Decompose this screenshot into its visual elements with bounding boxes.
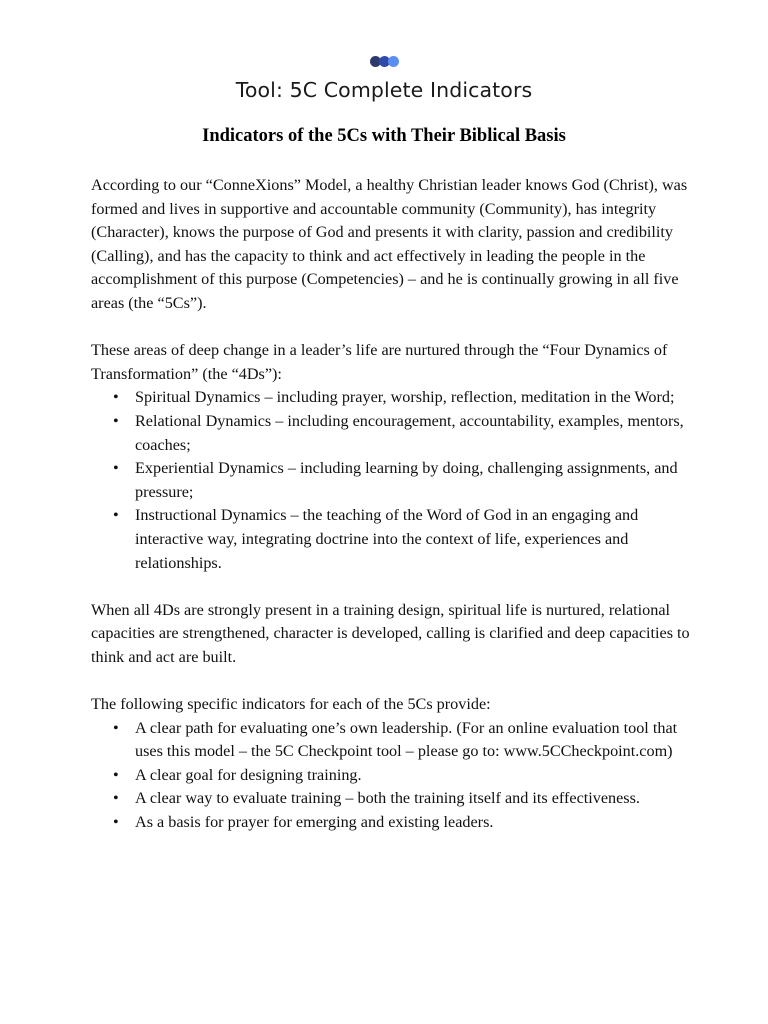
document-heading: Indicators of the 5Cs with Their Biblical Basis — [202, 126, 566, 146]
list-item: • Instructional Dynamics – the teaching of the Word of God in an engaging and interactive way, integrating doctrine into the context of life, experiences and relationships. — [135, 504, 691, 575]
brand-dots-logo — [0, 56, 768, 68]
brand-dot-light — [388, 56, 399, 67]
list-item: • A clear path for evaluating one’s own leadership. (For an online evaluation tool that uses this model – the 5C Checkpoint tool – please go to: www.5CCheckpoint.com) — [135, 717, 691, 764]
list-item: • A clear way to evaluate training – both the training itself and its effectiveness. — [135, 787, 691, 811]
indicators-intro-paragraph: The following specific indicators for each of the 5Cs provide: — [91, 695, 491, 714]
list-item: • Experiential Dynamics – including learning by doing, challenging assignments, and pressure; — [135, 457, 691, 504]
list-item: • Relational Dynamics – including encouragement, accountability, examples, mentors, coaches; — [135, 410, 691, 457]
document-body — [91, 174, 691, 858]
list-item: • As a basis for prayer for emerging and existing leaders. — [135, 811, 691, 835]
list-item: • Spiritual Dynamics – including prayer, worship, reflection, meditation in the Word; — [135, 386, 691, 410]
tool-title: Tool: 5C Complete Indicators — [235, 78, 533, 102]
dynamics-list — [91, 386, 691, 575]
list-item: • A clear goal for designing training. — [135, 764, 691, 788]
dynamics-intro-paragraph: These areas of deep change in a leader’s life are nurtured through the “Four Dynamics of Transformation” (the “4Ds”): — [91, 341, 668, 383]
summary-paragraph: When all 4Ds are strongly present in a training design, spiritual life is nurtured, relational capacities are strengthened, character is developed, calling is clarified and deep capacities to think and act are built. — [91, 600, 690, 666]
intro-paragraph: According to our “ConneXions” Model, a healthy Christian leader knows God (Christ), was formed and lives in supportive and accountable community (Community), has integrity (Character), knows the purpose of God and presents it with clarity, passion and credibility (Calling), and has the capacity to think and act effectively in leading the people in the accomplishment of this purpose (Competencies) – and he is continually growing in all five areas (the “5Cs”). — [91, 176, 688, 312]
indicators-list — [91, 717, 691, 835]
